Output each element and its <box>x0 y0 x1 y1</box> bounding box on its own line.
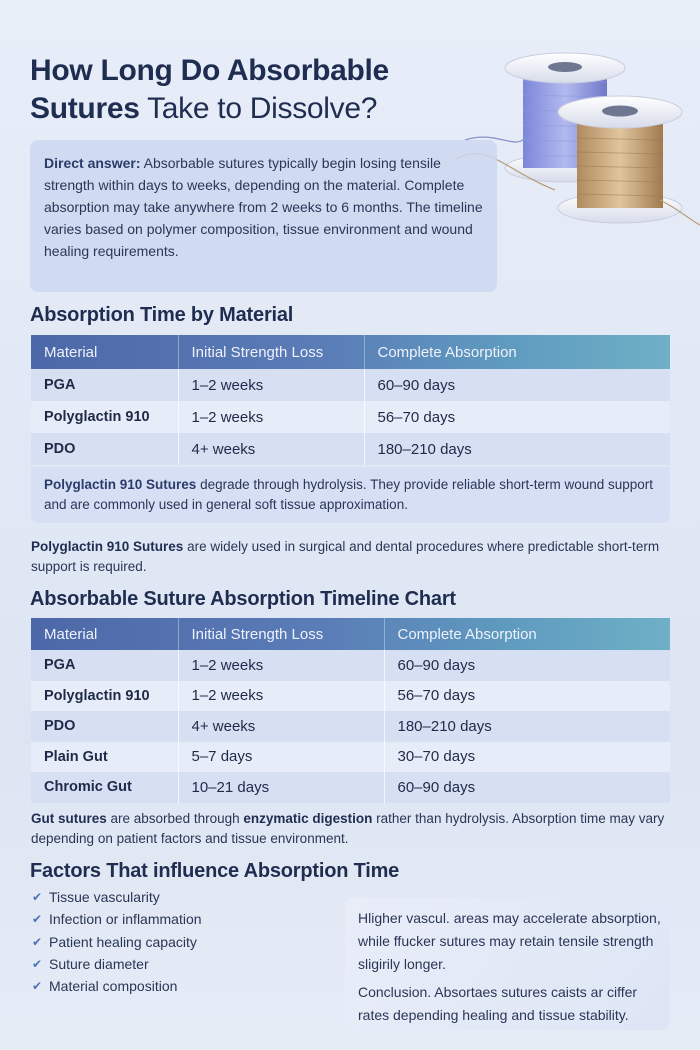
strength-loss-cell: 4+ weeks <box>178 433 364 465</box>
section-heading-absorption-by-material: Absorption Time by Material <box>30 304 294 326</box>
direct-answer-label: Direct answer: <box>44 155 141 171</box>
material-cell: PGA <box>31 369 178 401</box>
paragraph-bold: Gut sutures <box>31 811 107 826</box>
absorption-by-material-table <box>31 335 670 465</box>
factor-label: Infection or inflammation <box>49 911 202 928</box>
table-row <box>31 433 670 465</box>
column-header: Initial Strength Loss <box>178 335 364 369</box>
note-bold: Polyglactin 910 Sutures <box>44 477 197 492</box>
paragraph-text: rather than hydrolysis. Absorption time may vary depending on patient factors and tissue environment. <box>31 811 665 846</box>
column-header: Material <box>31 618 178 650</box>
section-heading-timeline-chart: Absorbable Suture Absorption Timeline Chart <box>30 588 456 610</box>
page-title <box>30 52 490 128</box>
check-icon: ✔ <box>32 979 43 994</box>
check-icon: ✔ <box>32 890 43 905</box>
material-cell: PDO <box>31 433 178 465</box>
strength-loss-cell: 1–2 weeks <box>178 650 384 681</box>
table-header-row <box>31 335 670 369</box>
absorption-timeline-table <box>31 618 670 803</box>
table-row <box>31 369 670 401</box>
absorption-cell: 60–90 days <box>397 778 476 796</box>
side-note-text: Hligher vascul. areas may accelerate absorption, while ffucker sutures may retain tensile strength sligirily longer. <box>358 910 661 972</box>
absorption-cell: 30–70 days <box>397 748 476 766</box>
direct-answer-box <box>30 140 497 292</box>
factor-label: Patient healing capacity <box>49 933 197 950</box>
material-cell: PGA <box>31 650 178 681</box>
absorption-cell: 180–210 days <box>377 440 472 458</box>
strength-loss-cell: 1–2 weeks <box>178 401 364 433</box>
table-row <box>31 711 670 742</box>
strength-loss-cell: 4+ weeks <box>178 711 384 742</box>
check-icon: ✔ <box>32 934 43 949</box>
material-cell: Polyglactin 910 <box>31 401 178 433</box>
material-cell: Plain Gut <box>31 742 178 773</box>
paragraph-text: are absorbed through <box>106 811 244 826</box>
absorption-cell: 60–90 days <box>377 376 456 394</box>
polyglactin-note-box <box>31 467 670 523</box>
title-line-2-rest: Take to Dissolve? <box>139 92 378 125</box>
strength-loss-cell: 5–7 days <box>178 742 384 773</box>
material-cell: Chromic Gut <box>31 772 178 803</box>
note-text: degrade through hydrolysis. They provide reliable short-term wound support and are commonly used in general soft tissue approximation. <box>44 477 654 512</box>
polyglactin-paragraph <box>31 537 671 577</box>
column-header: Material <box>31 335 178 369</box>
absorption-cell: 56–70 days <box>377 408 456 426</box>
direct-answer-text: Absorbable sutures typically begin losing tensile strength within days to weeks, depending on the material. Complete absorption may take anywhere from 2 weeks to 6 months. The timeline varies based on polymer composition, tissue environment and wound healing requirements. <box>44 155 483 259</box>
factor-label: Suture diameter <box>49 956 149 973</box>
check-icon: ✔ <box>32 957 43 972</box>
table-header-row <box>31 618 670 650</box>
check-icon: ✔ <box>32 912 43 927</box>
column-header: Complete Absorption <box>397 625 537 643</box>
list-item <box>32 908 202 930</box>
absorption-cell: 56–70 days <box>397 687 476 705</box>
list-item <box>32 975 202 997</box>
list-item <box>32 953 202 975</box>
material-cell: PDO <box>31 711 178 742</box>
strength-loss-cell: 10–21 days <box>178 772 384 803</box>
paragraph-bold: enzymatic digestion <box>243 811 373 826</box>
paragraph-text: are widely used in surgical and dental procedures where predictable short-term support is required. <box>31 539 660 574</box>
absorption-cell: 180–210 days <box>397 717 492 735</box>
list-item <box>32 886 202 908</box>
factor-label: Material composition <box>49 978 178 995</box>
title-line-2-bold: Sutures <box>30 92 140 125</box>
table-row <box>31 681 670 712</box>
paragraph-bold: Polyglactin 910 Sutures <box>31 539 184 554</box>
conclusion-text: Conclusion. Absortaes sutures caists ar ciffer rates depending healing and tissue stability. <box>358 984 638 1023</box>
table-row <box>31 772 670 803</box>
gut-sutures-paragraph <box>31 809 671 849</box>
section-heading-factors: Factors That influence Absorption Time <box>30 860 400 882</box>
table-row <box>31 742 670 773</box>
column-header: Complete Absorption <box>377 343 517 361</box>
factors-list <box>32 886 202 997</box>
material-cell: Polyglactin 910 <box>31 681 178 712</box>
list-item <box>32 931 202 953</box>
column-header: Initial Strength Loss <box>178 618 384 650</box>
factor-label: Tissue vascularity <box>49 889 160 906</box>
strength-loss-cell: 1–2 weeks <box>178 369 364 401</box>
table-row <box>31 401 670 433</box>
table-row <box>31 650 670 681</box>
absorption-cell: 60–90 days <box>397 656 476 674</box>
strength-loss-cell: 1–2 weeks <box>178 681 384 712</box>
title-line-1: How Long Do Absorbable <box>30 54 389 87</box>
